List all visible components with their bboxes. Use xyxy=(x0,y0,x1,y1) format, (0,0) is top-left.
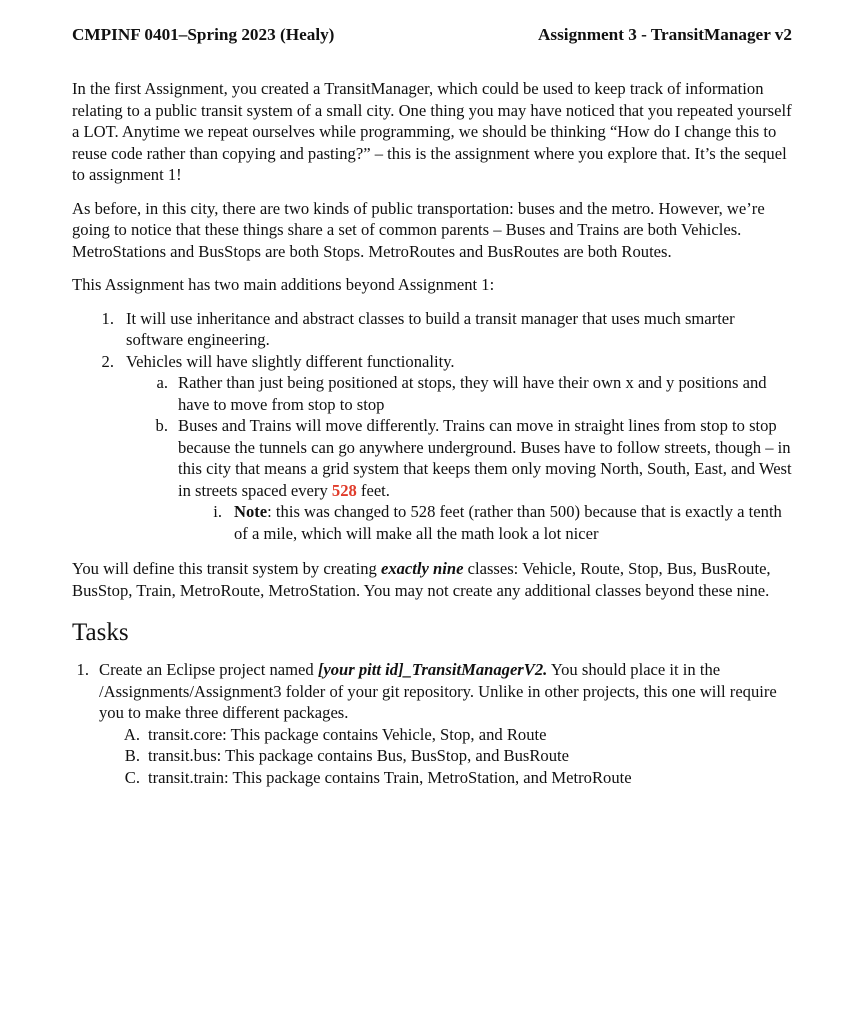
before-paragraph: As before, in this city, there are two kinds of public transportation: buses and the metro. However, we’re going to notice that these things share a set of common parents – Buses and Trains are both Vehicles. MetroStations and BusStops are both Stops. MetroRoutes and BusRoutes are both Routes. xyxy=(72,198,765,261)
additions-list xyxy=(72,308,792,545)
classes-pre: You will define this transit system by creating xyxy=(72,559,381,578)
assignment-title: Assignment 3 - TransitManager v2 xyxy=(538,25,792,44)
task-post: You should place it in the /Assignments/Assignment3 folder of your git repository. Unlike in other projects, this one will require you to make three different packages. xyxy=(99,660,777,722)
page-header xyxy=(72,22,792,48)
task-item xyxy=(72,659,792,724)
course-title: CMPINF 0401–Spring 2023 (Healy) xyxy=(72,25,335,44)
document-page xyxy=(72,22,792,788)
additions-intro: This Assignment has two main additions beyond Assignment 1: xyxy=(72,275,495,294)
package-item xyxy=(72,724,792,746)
list-number: 2. xyxy=(101,351,114,371)
package-item xyxy=(72,767,792,789)
sub-sub-list-item xyxy=(72,501,792,544)
list-item xyxy=(72,308,792,351)
list-text: It will use inheritance and abstract classes to build a transit manager that uses much smarter software engineering. xyxy=(126,308,735,349)
movement-text: Buses and Trains will move differently. Trains can move in straight lines from stop to stop because the tunnels can go anywhere underground. Buses have to follow streets, though – in this city that means a grid system that keeps them only moving North, South, East, and West in streets spaced every xyxy=(178,416,792,500)
tasks-heading: Tasks xyxy=(72,619,129,646)
list-letter: b. xyxy=(155,416,168,435)
package-letter: C. xyxy=(124,767,140,787)
list-roman: i. xyxy=(213,502,222,521)
package-text: transit.train: This package contains Train, MetroStation, and MetroRoute xyxy=(148,767,632,787)
list-text xyxy=(178,415,792,501)
list-text: Rather than just being positioned at stops, they will have their own x and y positions and have to move from stop to stop xyxy=(178,373,767,414)
note-label: Note xyxy=(234,502,268,521)
task-text xyxy=(99,659,792,724)
tasks-list xyxy=(72,659,792,788)
list-text xyxy=(234,501,792,544)
package-text: transit.core: This package contains Vehicle, Stop, and Route xyxy=(148,724,547,744)
list-item xyxy=(72,351,792,373)
movement-text-end: feet. xyxy=(356,480,390,500)
sub-list-item xyxy=(72,415,792,501)
classes-emphasis: exactly nine xyxy=(380,559,464,578)
list-text: Vehicles will have slightly different functionality. xyxy=(126,351,455,371)
street-spacing-number: 528 xyxy=(331,480,357,500)
package-letter: B. xyxy=(124,746,140,765)
sub-list-item xyxy=(72,372,792,415)
list-number: 1. xyxy=(101,308,114,328)
classes-paragraph xyxy=(72,558,792,601)
list-letter: a. xyxy=(156,373,168,392)
task-number: 1. xyxy=(76,660,89,679)
package-letter: A. xyxy=(123,724,140,744)
classes-post: classes: Vehicle, Route, Stop, Bus, BusRoute, BusStop, Train, MetroRoute, MetroStation. You may not create any additional classes beyond these nine. xyxy=(72,559,771,600)
task-pre: Create an Eclipse project named xyxy=(99,660,318,679)
package-item xyxy=(72,745,792,767)
project-name: [your pitt id]_TransitManagerV2. xyxy=(317,660,548,679)
package-text: transit.bus: This package contains Bus, BusStop, and BusRoute xyxy=(148,746,569,765)
intro-paragraph: In the first Assignment, you created a TransitManager, which could be used to keep track of information relating to a public transit system of a small city. One thing you may have noticed that you repeated yourself a LOT. Anytime we repeat ourselves while programming, we should be thinking “How do I change this to reuse code rather than copying and pasting?” – this is the assignment where you explore that. It’s the sequel to assignment 1! xyxy=(72,79,792,184)
note-text: : this was changed to 528 feet (rather than 500) because that is exactly a tenth of a mile, which will make all the math look a lot nicer xyxy=(234,502,782,543)
